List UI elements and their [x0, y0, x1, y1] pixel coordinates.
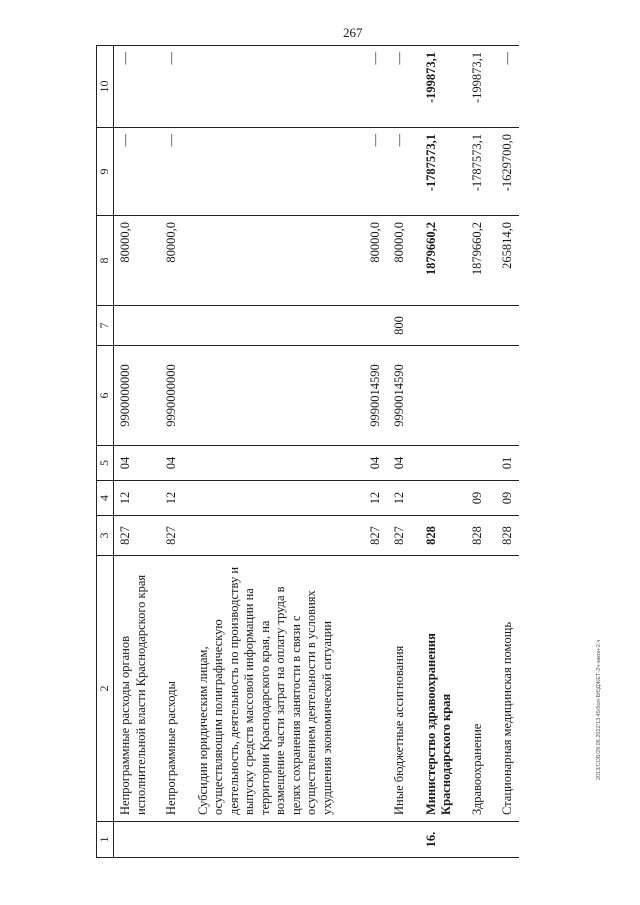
cell-col6: 9990014590 [388, 346, 420, 446]
cell-col10: — [114, 46, 160, 128]
cell-col9: — [192, 128, 388, 216]
table-row [114, 46, 160, 858]
row-number [496, 822, 520, 858]
cell-col10: -199873,1 [420, 46, 466, 128]
cell-col8: 80000,0 [388, 216, 420, 306]
cell-col7 [466, 306, 496, 346]
row-name: Министерство здравоохранения Краснодарского края [420, 556, 466, 822]
cell-col4: 12 [114, 481, 160, 516]
cell-col3: 828 [496, 516, 520, 556]
cell-col5: 04 [192, 446, 388, 481]
header-cell: 2 [97, 556, 114, 822]
cell-col7 [160, 306, 192, 346]
cell-col6 [496, 346, 520, 446]
table-row [160, 46, 192, 858]
cell-col5: 01 [496, 446, 520, 481]
row-name: Непрограммные расходы [160, 556, 192, 822]
row-number [192, 822, 388, 858]
table-row [496, 46, 520, 858]
cell-col4: 12 [192, 481, 388, 516]
row-name: Субсидии юридическим лицам, осуществляющим полиграфическую деятельность, деятельность по производству и выпуску средств массовой информации на территории Краснодарского края, на возмещение части затрат на оплату труда в целях сохранения занятости в связи с осуществлением деятельности в условиях ухудшения экономической ситуации [192, 556, 388, 822]
cell-col5 [420, 446, 466, 481]
cell-col7 [420, 306, 466, 346]
cell-col9: -1629700,0 [496, 128, 520, 216]
cell-col10: — [160, 46, 192, 128]
header-cell: 6 [97, 346, 114, 446]
cell-col3: 827 [160, 516, 192, 556]
row-number [388, 822, 420, 858]
cell-col5: 04 [388, 446, 420, 481]
cell-col5: 04 [160, 446, 192, 481]
cell-col3: 828 [466, 516, 496, 556]
table-row [192, 46, 388, 858]
row-name: Иные бюджетные ассигнования [388, 556, 420, 822]
row-name: Здравоохранение [466, 556, 496, 822]
cell-col4: 12 [388, 481, 420, 516]
cell-col6: 9990000000 [160, 346, 192, 446]
row-name: Непрограммные расходы органов исполнительной власти Краснодарского края [114, 556, 160, 822]
cell-col3: 827 [114, 516, 160, 556]
header-cell: 3 [97, 516, 114, 556]
row-number [466, 822, 496, 858]
cell-col7 [496, 306, 520, 346]
header-cell: 10 [97, 46, 114, 128]
cell-col9: — [114, 128, 160, 216]
cell-col7 [192, 306, 388, 346]
cell-col6: 9990014590 [192, 346, 388, 446]
cell-col10: — [388, 46, 420, 128]
rotated-table-wrapper [96, 46, 514, 858]
cell-col7: 800 [388, 306, 420, 346]
cell-col9: — [160, 128, 192, 216]
cell-col3: 827 [192, 516, 388, 556]
header-cell: 1 [97, 822, 114, 858]
cell-col4: 09 [466, 481, 496, 516]
table-row [466, 46, 496, 858]
cell-col9: -1787573,1 [466, 128, 496, 216]
table-row [420, 46, 466, 858]
cell-col8: 80000,0 [114, 216, 160, 306]
cell-col3: 828 [420, 516, 466, 556]
row-number: 16. [420, 822, 466, 858]
cell-col4 [420, 481, 466, 516]
cell-col7 [114, 306, 160, 346]
cell-col3: 827 [388, 516, 420, 556]
cell-col5: 04 [114, 446, 160, 481]
footer-code: 2013/СОБ/28.06.2022/13:45/бол-БЮДЖЕТ-2ч-закон-2.ч [596, 639, 602, 780]
table-row [388, 46, 420, 858]
cell-col9: — [388, 128, 420, 216]
budget-table [96, 45, 519, 858]
header-cell: 9 [97, 128, 114, 216]
header-row [97, 46, 114, 858]
cell-col10: — [496, 46, 520, 128]
header-cell: 7 [97, 306, 114, 346]
cell-col6 [420, 346, 466, 446]
header-cell: 8 [97, 216, 114, 306]
cell-col9: -1787573,1 [420, 128, 466, 216]
cell-col4: 12 [160, 481, 192, 516]
row-number [114, 822, 160, 858]
cell-col6: 9900000000 [114, 346, 160, 446]
page-number: 267 [343, 25, 363, 40]
header-cell: 4 [97, 481, 114, 516]
cell-col10: -199873,1 [466, 46, 496, 128]
cell-col8: 1879660,2 [466, 216, 496, 306]
cell-col8: 265814,0 [496, 216, 520, 306]
cell-col4: 09 [496, 481, 520, 516]
row-name: Стационарная медицинская помощь [496, 556, 520, 822]
header-cell: 5 [97, 446, 114, 481]
cell-col8: 80000,0 [160, 216, 192, 306]
cell-col5 [466, 446, 496, 481]
cell-col8: 80000,0 [192, 216, 388, 306]
row-number [160, 822, 192, 858]
cell-col6 [466, 346, 496, 446]
cell-col10: — [192, 46, 388, 128]
cell-col8: 1879660,2 [420, 216, 466, 306]
